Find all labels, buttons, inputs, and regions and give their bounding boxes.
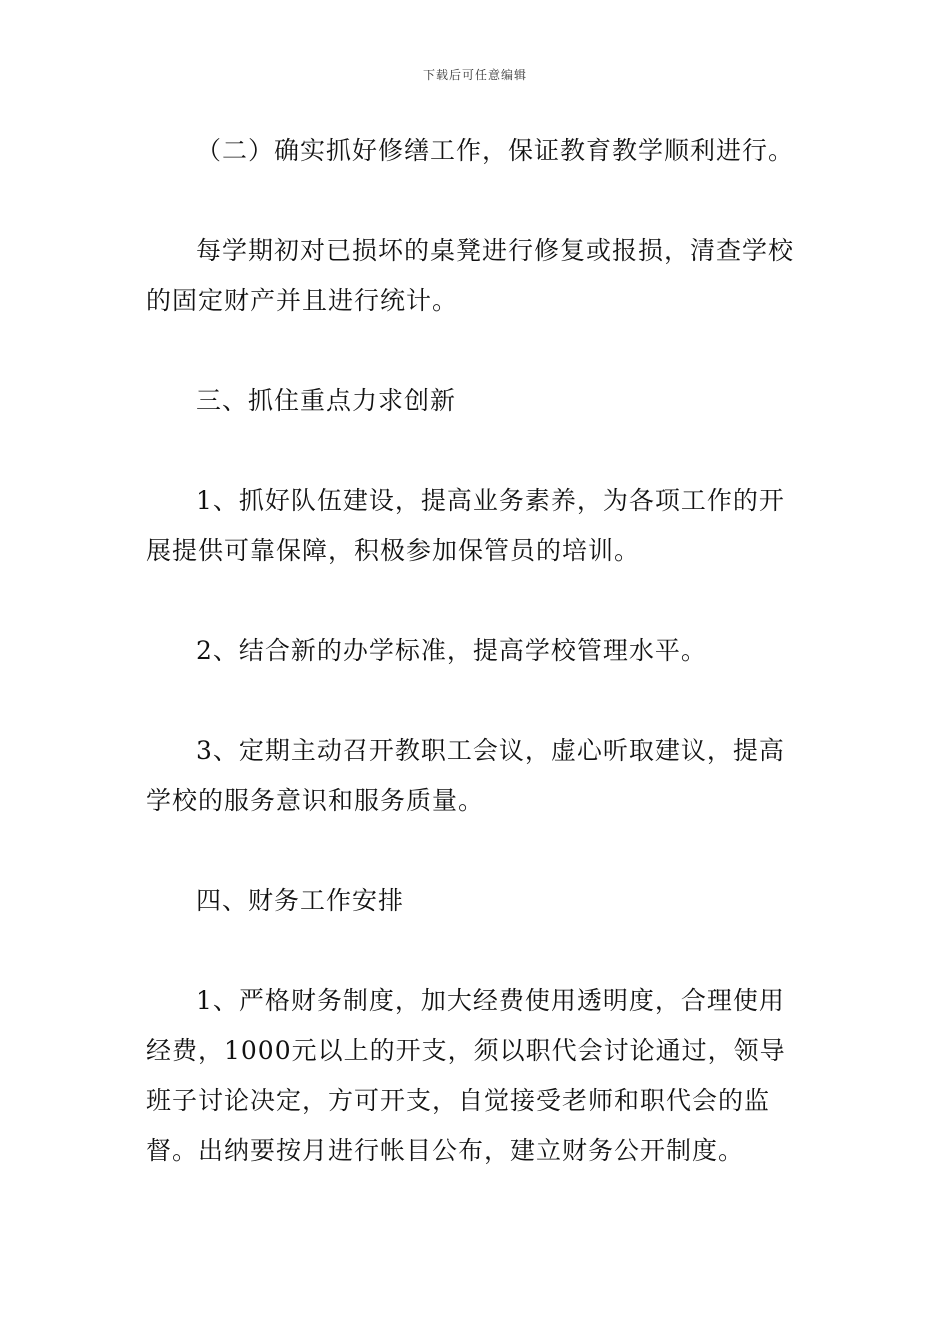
list-item-management-level: 2、结合新的办学标准，提高学校管理水平。	[196, 636, 707, 665]
list-item-team-building: 1、抓好队伍建设，提高业务素养，为各项工作的开展提供可靠保障，积极参加保管员的培训。	[146, 486, 785, 565]
section-heading-four: 四、财务工作安排	[196, 886, 405, 915]
list-item-finance-rules: 1、严格财务制度，加大经费使用透明度，合理使用经费，1000元以上的开支，须以职代会讨论通过，领导班子讨论决定，方可开支，自觉接受老师和职代会的监督。出纳要按月进行帐目公布，建立财务公开制度。	[146, 986, 786, 1165]
header-note: 下载后可任意编辑	[422, 68, 527, 82]
paragraph-desk-repair: 每学期初对已损坏的桌凳进行修复或报损，清查学校的固定财产并且进行统计。	[146, 236, 795, 315]
paragraph-gap	[146, 826, 810, 876]
paragraph-gap	[146, 176, 810, 226]
list-item-staff-meetings: 3、定期主动召开教职工会议，虚心听取建议，提高学校的服务意识和服务质量。	[146, 736, 785, 815]
document-body	[146, 126, 810, 1176]
paragraph-gap	[146, 426, 810, 476]
paragraph-gap	[146, 576, 810, 626]
paragraph-gap	[146, 326, 810, 376]
subsection-heading-repairs: （二）确实抓好修缮工作，保证教育教学顺利进行。	[196, 136, 795, 165]
paragraph-gap	[146, 926, 810, 976]
paragraph-gap	[146, 676, 810, 726]
section-heading-three: 三、抓住重点力求创新	[196, 386, 457, 415]
